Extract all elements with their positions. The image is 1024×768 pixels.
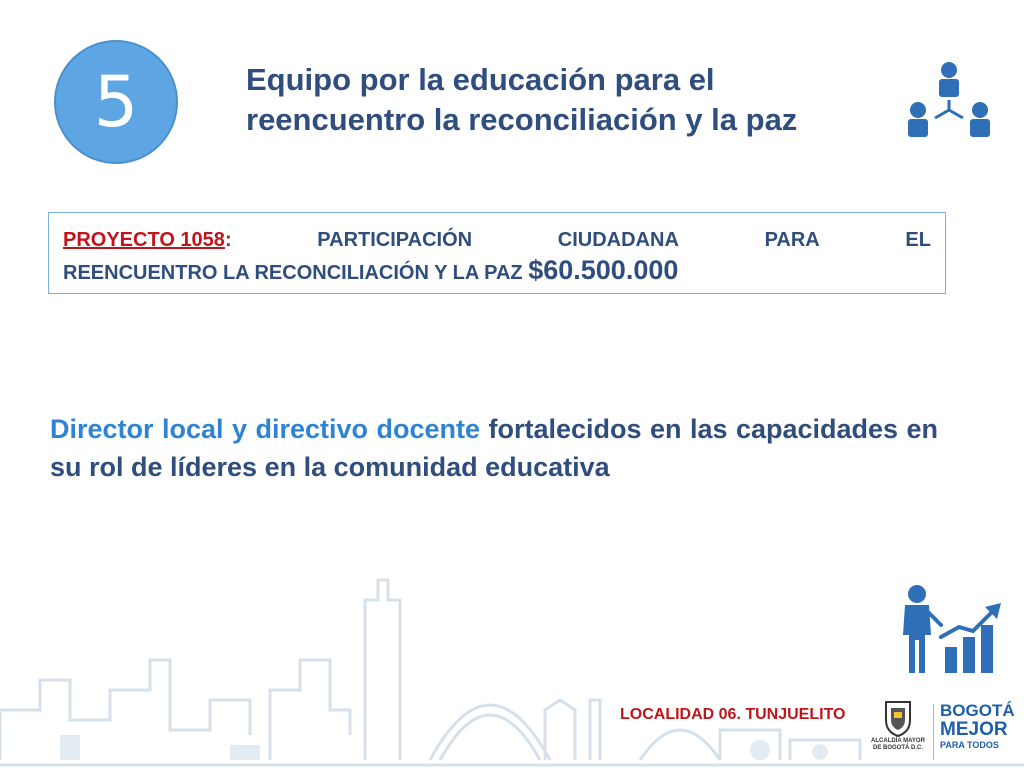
project-label-group <box>63 223 232 253</box>
alcaldia-caption-1: ALCALDÍA MAYOR <box>871 738 925 744</box>
project-label: PROYECTO 1058 <box>63 229 225 251</box>
slide-description <box>50 410 938 486</box>
alcaldia-caption-2: DE BOGOTÁ D.C. <box>872 745 923 751</box>
project-word: PARA <box>764 229 820 251</box>
project-word: EL <box>905 229 931 251</box>
bogota-logo-line1: BOGOTÁ <box>940 701 1015 720</box>
locality-label: LOCALIDAD 06. TUNJUELITO <box>620 706 846 723</box>
coat-of-arms-icon <box>884 700 912 738</box>
logo-divider <box>933 704 934 760</box>
project-line2 <box>63 253 931 290</box>
project-colon: : <box>224 229 232 251</box>
project-box <box>48 212 946 294</box>
slide-title <box>246 60 886 140</box>
slide-title-line1: Equipo por la educación para el <box>246 62 715 97</box>
presenter-growth-chart-icon <box>895 585 1005 675</box>
project-word: CIUDADANA <box>557 229 679 251</box>
section-number: 5 <box>93 61 139 143</box>
project-word: PARTICIPACIÓN <box>317 229 473 251</box>
bogota-logo-line2: MEJOR <box>940 719 1008 740</box>
description-highlight: Director local y directivo docente <box>50 414 480 444</box>
description-rest: fortalecidos en las capacidades en su rol de líderes en la comunidad educativa <box>50 414 939 482</box>
team-hierarchy-icon <box>903 60 995 142</box>
section-number-badge <box>54 40 178 164</box>
alcaldia-logo <box>868 700 928 762</box>
project-amount: $60.500.000 <box>528 255 679 285</box>
project-name-cont: REENCUENTRO LA RECONCILIACIÓN Y LA PAZ <box>63 262 523 284</box>
project-line1 <box>63 223 931 253</box>
bogota-logo-line3: PARA TODOS <box>940 740 999 750</box>
slide-title-line2: reencuentro la reconciliación y la paz <box>246 102 798 137</box>
bogota-mejor-logo <box>940 702 1020 762</box>
